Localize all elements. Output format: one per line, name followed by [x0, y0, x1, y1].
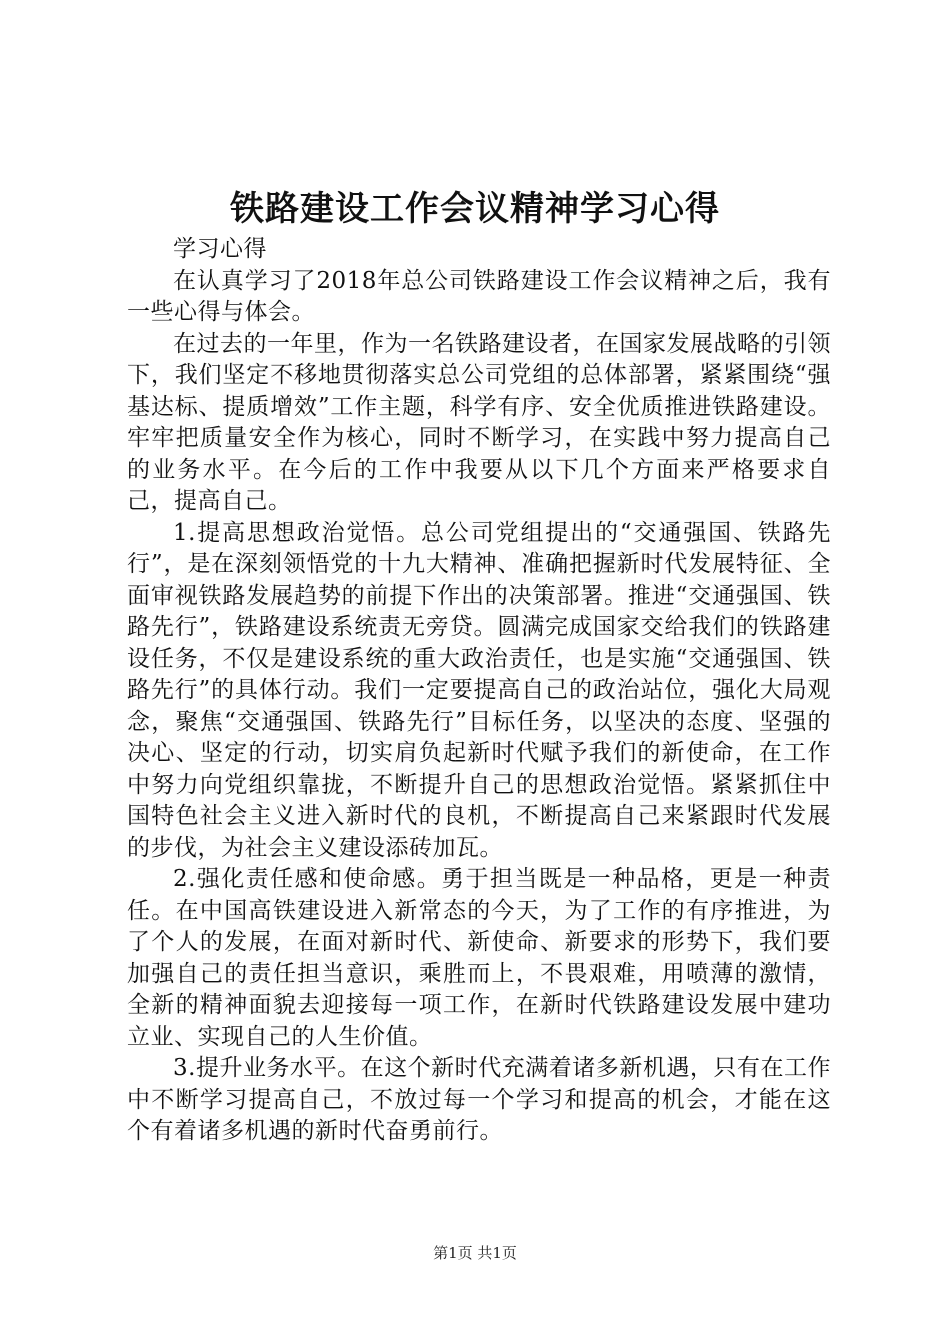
document-title: 铁路建设工作会议精神学习心得 [230, 189, 720, 229]
paragraph-point-2: 2.强化责任感和使命感。勇于担当既是一种品格，更是一种责任。在中国高铁建设进入新常态的今天，为了工作的有序推进，为了个人的发展，在面对新时代、新使命、新要求的形势下，我们要加强自己的责任担当意识，乘胜而上，不畏艰难，用喷薄的激情，全新的精神面貌去迎接每一项工作，在新时代铁路建设发展中建功立业、实现自己的人生价值。 [127, 866, 831, 1050]
document-body [127, 234, 831, 1148]
page-footer: 第1页 共1页 [433, 1244, 517, 1262]
paragraph-heading: 学习心得 [173, 236, 267, 262]
paragraph-point-1: 1.提高思想政治觉悟。总公司党组提出的“交通强国、铁路先行”，是在深刻领悟党的十九大精神、准确把握新时代发展特征、全面审视铁路发展趋势的前提下作出的决策部署。推进“交通强国、铁路先行”，铁路建设系统责无旁贷。圆满完成国家交给我们的铁路建设任务，不仅是建设系统的重大政治责任，也是实施“交通强国、铁路先行”的具体行动。我们一定要提高自己的政治站位，强化大局观念，聚焦“交通强国、铁路先行”目标任务，以坚决的态度、坚强的决心、坚定的行动，切实肩负起新时代赋予我们的新使命，在工作中努力向党组织靠拢，不断提升自己的思想政治觉悟。紧紧抓住中国特色社会主义进入新时代的良机，不断提高自己来紧跟时代发展的步伐，为社会主义建设添砖加瓦。 [127, 519, 831, 861]
paragraph-point-3: 3.提升业务水平。在这个新时代充满着诸多新机遇，只有在工作中不断学习提高自己，不放过每一个学习和提高的机会，才能在这个有着诸多机遇的新时代奋勇前行。 [127, 1055, 831, 1144]
paragraph-review: 在过去的一年里，作为一名铁路建设者，在国家发展战略的引领下，我们坚定不移地贯彻落实总公司党组的总体部署，紧紧围绕“强基达标、提质增效”工作主题，科学有序、安全优质推进铁路建设。牢牢把质量安全作为核心，同时不断学习，在实践中努力提高自己的业务水平。在今后的工作中我要从以下几个方面来严格要求自己，提高自己。 [127, 330, 831, 514]
paragraph-intro: 在认真学习了2018年总公司铁路建设工作会议精神之后，我有一些心得与体会。 [127, 267, 831, 325]
